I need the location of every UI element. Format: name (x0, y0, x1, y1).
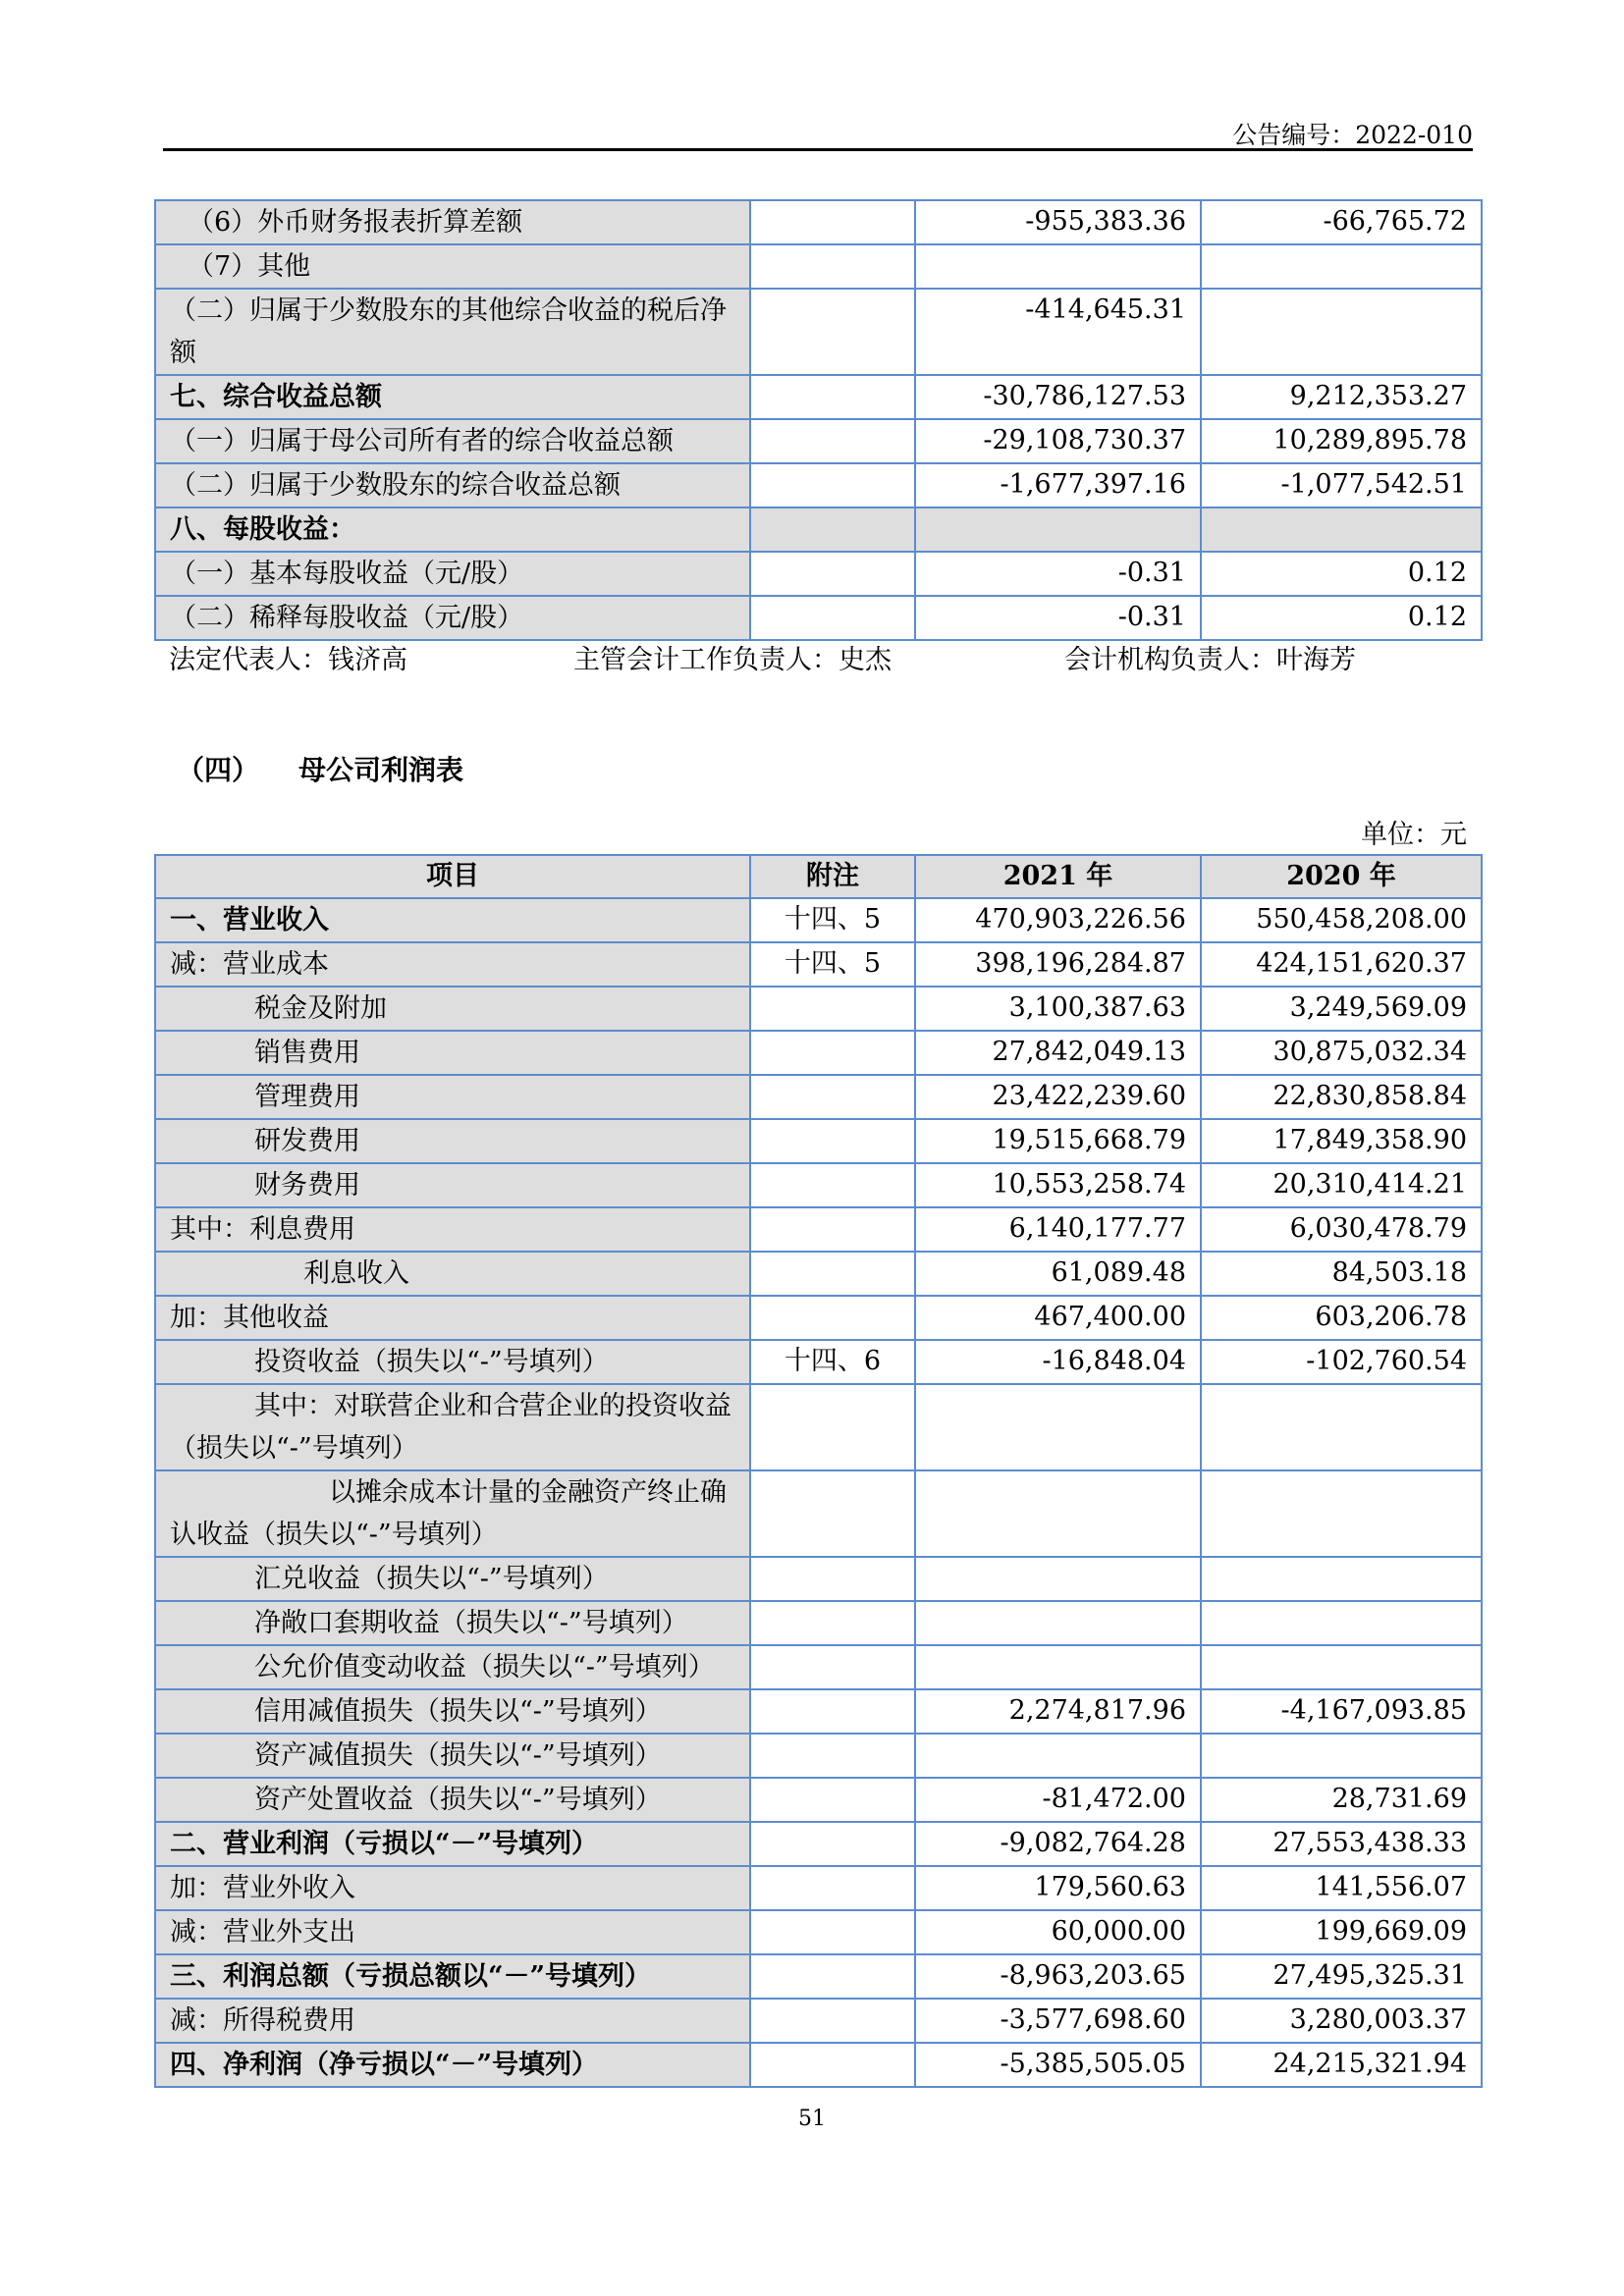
row-item: 资产处置收益（损失以“-”号填列） (155, 1778, 750, 1822)
row-note (750, 1119, 915, 1163)
section-title (177, 749, 503, 788)
legal-representative: 法定代表人：钱济高 (169, 645, 407, 675)
row-2021-value: 6,140,177.77 (915, 1207, 1201, 1252)
row-item: （一）基本每股收益（元/股） (155, 552, 750, 596)
row-2021-value: -16,848.04 (915, 1340, 1201, 1384)
row-note (750, 1910, 915, 1954)
row-item: 净敞口套期收益（损失以“-”号填列） (155, 1601, 750, 1645)
table-row (155, 1252, 1482, 1296)
table-row (155, 375, 1482, 419)
row-2020-value: 424,151,620.37 (1201, 942, 1482, 987)
table-row (155, 1954, 1482, 1999)
row-2021-value: -5,385,505.05 (915, 2043, 1201, 2087)
table-row (155, 1031, 1482, 1075)
row-note (750, 419, 915, 463)
table-row (155, 1689, 1482, 1734)
table-row (155, 1163, 1482, 1207)
row-2021-value (915, 507, 1201, 552)
row-item: （一）归属于母公司所有者的综合收益总额 (155, 419, 750, 463)
row-2021-value (915, 1384, 1201, 1470)
row-item: 加：营业外收入 (155, 1866, 750, 1910)
row-2021-value (915, 1557, 1201, 1601)
section-name: 母公司利润表 (298, 754, 464, 786)
row-item (155, 1384, 750, 1470)
table-row (155, 942, 1482, 987)
row-2020-value (1201, 1557, 1482, 1601)
row-item: 减：营业成本 (155, 942, 750, 987)
row-2020-value: 84,503.18 (1201, 1252, 1482, 1296)
row-2021-value: 179,560.63 (915, 1866, 1201, 1910)
table-row (155, 1601, 1482, 1645)
table-row (155, 552, 1482, 596)
row-2021-value: 470,903,226.56 (915, 898, 1201, 942)
row-note (750, 1999, 915, 2043)
row-item: 销售费用 (155, 1031, 750, 1075)
row-note (750, 507, 915, 552)
row-item: （二）稀释每股收益（元/股） (155, 596, 750, 640)
row-note (750, 1734, 915, 1778)
row-item: 三、利润总额（亏损总额以“－”号填列） (155, 1954, 750, 1999)
table-row (155, 507, 1482, 552)
row-note (750, 1601, 915, 1645)
row-2020-value: 27,495,325.31 (1201, 1954, 1482, 1999)
table-row (155, 1557, 1482, 1601)
row-2021-value: 3,100,387.63 (915, 987, 1201, 1031)
table-row (155, 1340, 1482, 1384)
header-2020: 2020 年 (1201, 855, 1482, 898)
row-note (750, 1689, 915, 1734)
table-row (155, 1866, 1482, 1910)
row-2020-value (1201, 1601, 1482, 1645)
table-row (155, 1822, 1482, 1866)
row-item: 加：其他收益 (155, 1296, 750, 1340)
row-item: （二）归属于少数股东的其他综合收益的税后净额 (155, 289, 750, 375)
row-note (750, 289, 915, 375)
row-note (750, 1822, 915, 1866)
row-2021-value: -3,577,698.60 (915, 1999, 1201, 2043)
row-item: 财务费用 (155, 1163, 750, 1207)
row-note (750, 552, 915, 596)
table-row (155, 244, 1482, 289)
accounting-org-head: 会计机构负责人：叶海芳 (1064, 645, 1356, 675)
header-divider (163, 148, 1473, 151)
row-note (750, 1778, 915, 1822)
row-note (750, 1031, 915, 1075)
header-note: 附注 (750, 855, 915, 898)
row-note (750, 1470, 915, 1557)
row-2020-value: 20,310,414.21 (1201, 1163, 1482, 1207)
row-2020-value: -66,765.72 (1201, 200, 1482, 244)
row-item: 七、综合收益总额 (155, 375, 750, 419)
row-2021-value: -29,108,730.37 (915, 419, 1201, 463)
row-2021-value: -30,786,127.53 (915, 375, 1201, 419)
row-2021-value: -955,383.36 (915, 200, 1201, 244)
accounting-head: 主管会计工作负责人：史杰 (573, 645, 892, 675)
row-2020-value: 9,212,353.27 (1201, 375, 1482, 419)
table-row (155, 1296, 1482, 1340)
row-note (750, 463, 915, 507)
row-2020-value: 3,249,569.09 (1201, 987, 1482, 1031)
row-item: 八、每股收益： (155, 507, 750, 552)
row-2020-value (1201, 1645, 1482, 1689)
parent-income-statement-table (154, 854, 1483, 2088)
row-2020-value (1201, 289, 1482, 375)
row-2021-value: 27,842,049.13 (915, 1031, 1201, 1075)
row-2021-value: 398,196,284.87 (915, 942, 1201, 987)
row-note: 十四、6 (750, 1340, 915, 1384)
row-item: 一、营业收入 (155, 898, 750, 942)
row-note (750, 1296, 915, 1340)
row-note (750, 596, 915, 640)
row-note (750, 1645, 915, 1689)
table-row (155, 1075, 1482, 1119)
row-2020-value: 28,731.69 (1201, 1778, 1482, 1822)
row-note (750, 200, 915, 244)
page-number: 51 (798, 2107, 826, 2131)
row-2021-value: -9,082,764.28 (915, 1822, 1201, 1866)
table-row (155, 1734, 1482, 1778)
table-row (155, 987, 1482, 1031)
row-2020-value: -102,760.54 (1201, 1340, 1482, 1384)
row-item: 减：营业外支出 (155, 1910, 750, 1954)
table-row (155, 1910, 1482, 1954)
table-row (155, 200, 1482, 244)
row-2020-value: 550,458,208.00 (1201, 898, 1482, 942)
row-note (750, 1163, 915, 1207)
row-2021-value: 60,000.00 (915, 1910, 1201, 1954)
row-item: 二、营业利润（亏损以“－”号填列） (155, 1822, 750, 1866)
row-item: 管理费用 (155, 1075, 750, 1119)
table-row (155, 898, 1482, 942)
row-2021-value: -8,963,203.65 (915, 1954, 1201, 1999)
table-row (155, 1778, 1482, 1822)
row-2021-value: 23,422,239.60 (915, 1075, 1201, 1119)
row-item: 减：所得税费用 (155, 1999, 750, 2043)
row-2021-value (915, 1734, 1201, 1778)
row-item: 信用减值损失（损失以“-”号填列） (155, 1689, 750, 1734)
row-2021-value: -0.31 (915, 552, 1201, 596)
row-item: （二）归属于少数股东的综合收益总额 (155, 463, 750, 507)
row-item: 投资收益（损失以“-”号填列） (155, 1340, 750, 1384)
announcement-number: 公告编号：2022-010 (1232, 121, 1473, 149)
consolidated-income-table-continued (154, 199, 1483, 641)
row-item-text: 以摊余成本计量的金融资产终止确认收益（损失以“-”号填列） (170, 1477, 727, 1550)
row-2020-value: 603,206.78 (1201, 1296, 1482, 1340)
row-2020-value (1201, 1470, 1482, 1557)
table-row (155, 289, 1482, 375)
row-item: 四、净利润（净亏损以“－”号填列） (155, 2043, 750, 2087)
row-2021-value: 19,515,668.79 (915, 1119, 1201, 1163)
row-2021-value: 2,274,817.96 (915, 1689, 1201, 1734)
row-2020-value: 30,875,032.34 (1201, 1031, 1482, 1075)
table-row (155, 1999, 1482, 2043)
row-2021-value: 10,553,258.74 (915, 1163, 1201, 1207)
row-item: （6）外币财务报表折算差额 (155, 200, 750, 244)
row-note: 十四、5 (750, 942, 915, 987)
row-note (750, 1557, 915, 1601)
header-2021: 2021 年 (915, 855, 1201, 898)
section-number: （四） (177, 754, 260, 786)
row-2020-value: -4,167,093.85 (1201, 1689, 1482, 1734)
row-note (750, 1384, 915, 1470)
row-2021-value: 467,400.00 (915, 1296, 1201, 1340)
row-item-text: 其中：对联营企业和合营企业的投资收益（损失以“-”号填列） (170, 1391, 731, 1464)
row-2020-value (1201, 1384, 1482, 1470)
table-row (155, 1207, 1482, 1252)
row-item: 资产减值损失（损失以“-”号填列） (155, 1734, 750, 1778)
row-2020-value: 199,669.09 (1201, 1910, 1482, 1954)
row-2020-value (1201, 507, 1482, 552)
row-item: 其中：利息费用 (155, 1207, 750, 1252)
row-2020-value: 27,553,438.33 (1201, 1822, 1482, 1866)
row-2020-value: 0.12 (1201, 552, 1482, 596)
row-2021-value (915, 1645, 1201, 1689)
row-2020-value: 3,280,003.37 (1201, 1999, 1482, 2043)
table-row (155, 463, 1482, 507)
row-item (155, 1470, 750, 1557)
row-2020-value (1201, 244, 1482, 289)
row-note (750, 375, 915, 419)
row-item: 汇兑收益（损失以“-”号填列） (155, 1557, 750, 1601)
row-note (750, 1075, 915, 1119)
table-header-row (155, 855, 1482, 898)
row-2021-value (915, 1601, 1201, 1645)
table-row (155, 1645, 1482, 1689)
row-2020-value: 22,830,858.84 (1201, 1075, 1482, 1119)
row-2020-value: -1,077,542.51 (1201, 463, 1482, 507)
row-2021-value: -0.31 (915, 596, 1201, 640)
row-note (750, 2043, 915, 2087)
table-row (155, 419, 1482, 463)
row-item: 税金及附加 (155, 987, 750, 1031)
row-item: 利息收入 (155, 1252, 750, 1296)
row-2021-value: 61,089.48 (915, 1252, 1201, 1296)
table-row (155, 596, 1482, 640)
table-row (155, 1119, 1482, 1163)
row-item: 研发费用 (155, 1119, 750, 1163)
row-note (750, 1954, 915, 1999)
header-item: 项目 (155, 855, 750, 898)
row-note: 十四、5 (750, 898, 915, 942)
table-row (155, 2043, 1482, 2087)
row-item: 公允价值变动收益（损失以“-”号填列） (155, 1645, 750, 1689)
row-2021-value: -1,677,397.16 (915, 463, 1201, 507)
row-2021-value: -81,472.00 (915, 1778, 1201, 1822)
currency-unit: 单位：元 (1361, 820, 1467, 850)
row-note (750, 1866, 915, 1910)
row-2021-value (915, 244, 1201, 289)
table-row (155, 1470, 1482, 1557)
row-2020-value: 141,556.07 (1201, 1866, 1482, 1910)
row-note (750, 1207, 915, 1252)
table-row (155, 1384, 1482, 1470)
row-2020-value: 17,849,358.90 (1201, 1119, 1482, 1163)
row-2020-value: 24,215,321.94 (1201, 2043, 1482, 2087)
row-2020-value: 0.12 (1201, 596, 1482, 640)
row-item: （7）其他 (155, 244, 750, 289)
row-2020-value: 10,289,895.78 (1201, 419, 1482, 463)
row-note (750, 987, 915, 1031)
row-note (750, 244, 915, 289)
row-2021-value: -414,645.31 (915, 289, 1201, 375)
row-2021-value (915, 1470, 1201, 1557)
row-2020-value: 6,030,478.79 (1201, 1207, 1482, 1252)
row-note (750, 1252, 915, 1296)
row-2020-value (1201, 1734, 1482, 1778)
